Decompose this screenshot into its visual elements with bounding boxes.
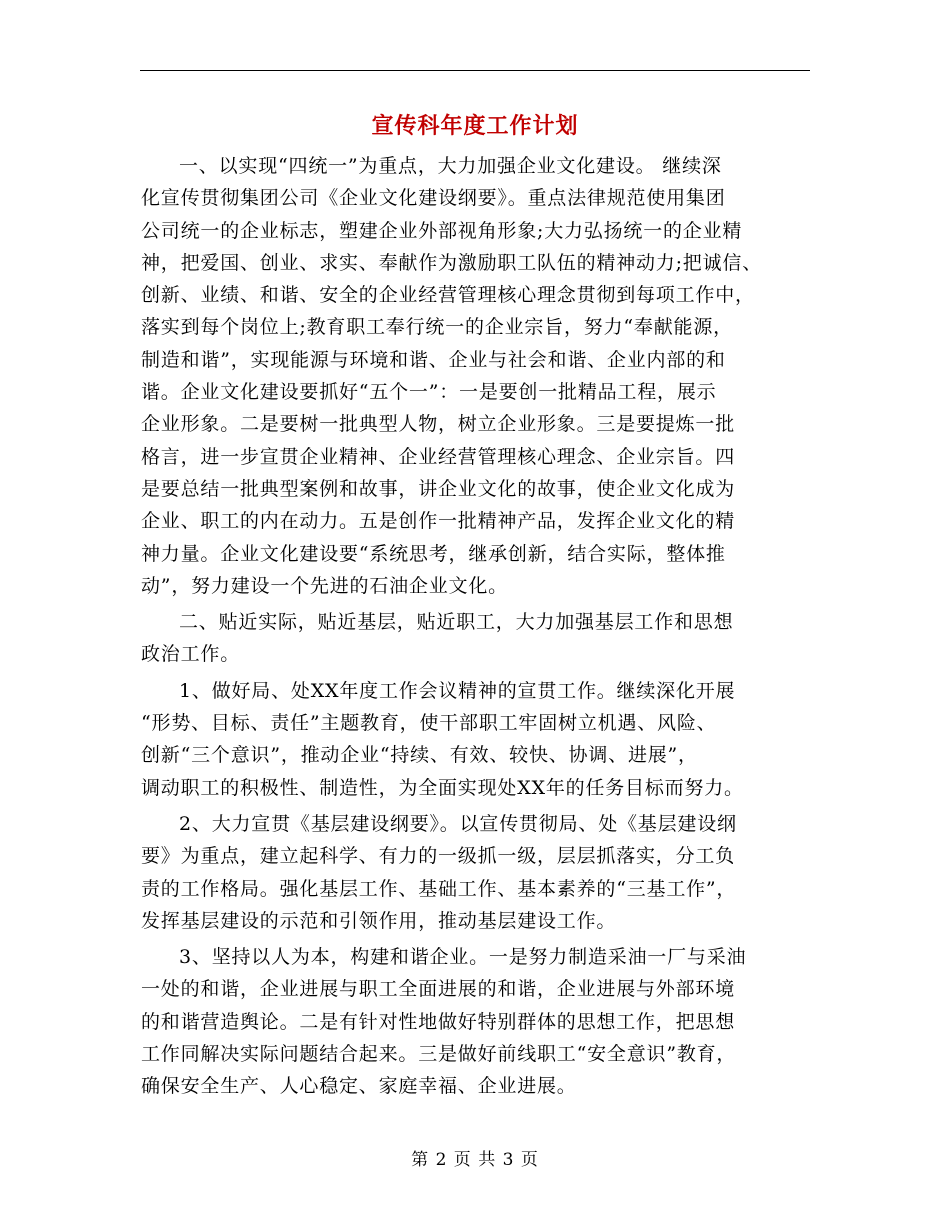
text-line: 制造和谐”，实现能源与环境和谐、企业与社会和谐、企业内部的和 (141, 348, 726, 371)
text-line: 是要总结一批典型案例和故事，讲企业文化的故事，使企业文化成为 (141, 477, 736, 500)
text-line: “形势、目标、责任”主题教育，使干部职工牢固树立机遇、风险、 (141, 712, 717, 735)
text-line: 落实到每个岗位上;教育职工奉行统一的企业宗旨，努力“奉献能源， (141, 316, 733, 339)
text-line: 1、做好局、处XX年度工作会议精神的宣贯工作。继续深化开展 (179, 679, 736, 702)
text-line: 化宣传贯彻集团公司《企业文化建设纲要》。重点法律规范使用集团 (141, 187, 726, 210)
text-line: 神，把爱国、创业、求实、奉献作为激励职工队伍的精神动力;把诚信、 (141, 251, 763, 274)
paragraph-5 (141, 941, 819, 1102)
text-line: 格言，进一步宣贯企业精神、企业经营管理核心理念、企业宗旨。四 (141, 445, 736, 468)
text-line: 的和谐营造舆论。二是有针对性地做好特别群体的思想工作，把思想 (141, 1010, 736, 1033)
paragraph-2 (141, 606, 819, 671)
page-footer: 第 2 页 共 3 页 (411, 1150, 539, 1170)
text-line: 一、以实现“四统一”为重点，大力加强企业文化建设。 继续深 (179, 155, 722, 177)
text-line: 3、坚持以人为本，构建和谐企业。一是努力制造采油一厂与采油 (179, 946, 747, 969)
paragraph-3 (141, 675, 819, 804)
document-body (141, 150, 819, 1105)
text-line: 动”，努力建设一个先进的石油企业文化。 (141, 574, 508, 597)
paragraph-4 (141, 808, 819, 937)
text-line: 要》为重点，建立起科学、有力的一级抓一级，层层抓落实，分工负 (141, 845, 736, 868)
paragraph-1 (141, 150, 819, 602)
text-line: 政治工作。 (141, 643, 241, 666)
text-line: 公司统一的企业标志，塑建企业外部视角形象;大力弘扬统一的企业精 (141, 219, 743, 242)
text-line: 创新“三个意识”，推动企业“持续、有效、较快、协调、进展”， (141, 744, 698, 767)
text-line: 2、大力宣贯《基层建设纲要》。以宣传贯彻局、处《基层建设纲 (179, 812, 737, 835)
text-line: 工作同解决实际问题结合起来。三是做好前线职工“安全意识”教育， (141, 1043, 737, 1066)
text-line: 确保安全生产、人心稳定、家庭幸福、企业进展。 (141, 1075, 577, 1098)
text-line: 企业、职工的内在动力。五是创作一批精神产品，发挥企业文化的精 (141, 510, 736, 533)
text-line: 神力量。企业文化建设要“系统思考，继承创新，结合实际，整体推 (141, 542, 726, 565)
text-line: 二、贴近实际，贴近基层，贴近职工，大力加强基层工作和思想 (179, 611, 734, 634)
text-line: 创新、业绩、和谐、安全的企业经营管理核心理念贯彻到每项工作中， (141, 284, 755, 307)
text-line: 发挥基层建设的示范和引领作用，推动基层建设工作。 (141, 909, 617, 932)
text-line: 一处的和谐，企业进展与职工全面进展的和谐，企业进展与外部环境 (141, 978, 736, 1001)
document-title: 宣传科年度工作计划 (371, 113, 579, 139)
text-line: 谐。企业文化建设要抓好“五个一”：一是要创一批精品工程，展示 (141, 381, 717, 404)
text-line: 责的工作格局。强化基层工作、基础工作、基本素养的“三基工作”， (141, 877, 737, 900)
text-line: 企业形象。二是要树一批典型人物，树立企业形象。三是要提炼一批 (141, 413, 736, 436)
text-line: 调动职工的积极性、制造性，为全面实现处XX年的任务目标而努力。 (141, 776, 744, 799)
header-rule (140, 70, 810, 71)
